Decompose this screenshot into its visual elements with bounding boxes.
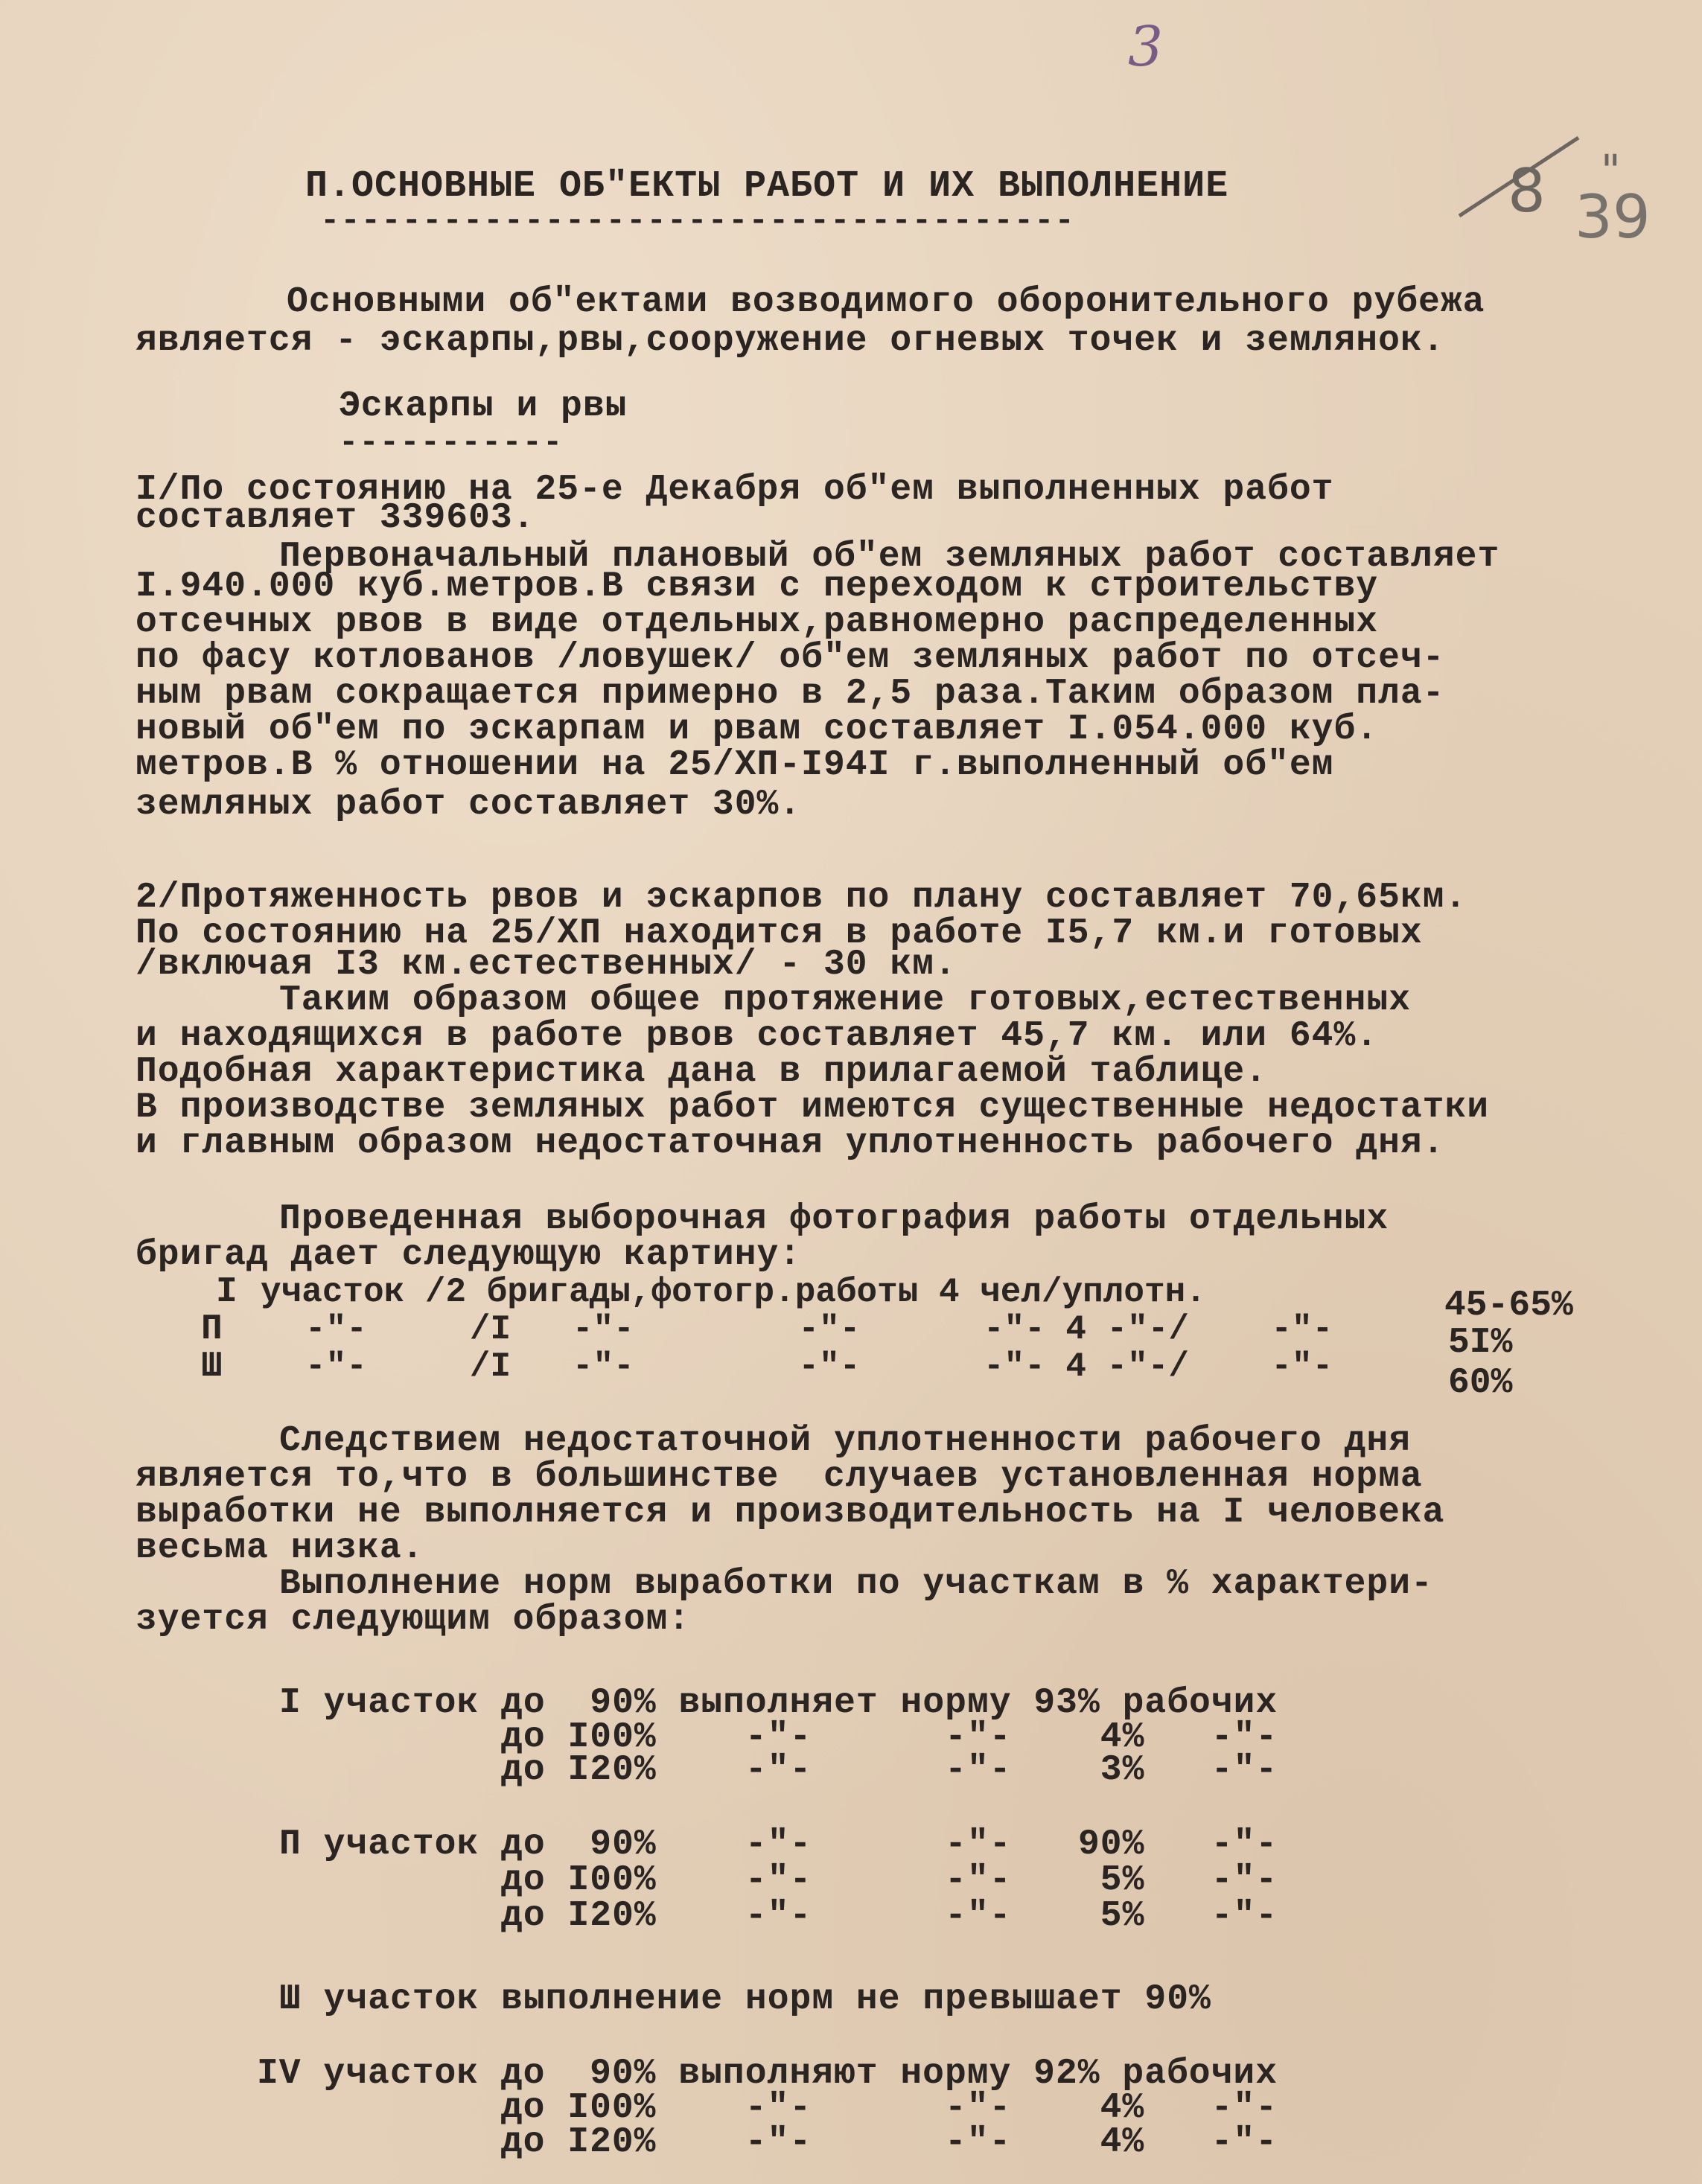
photo-row-3-text: -"- /I -"- -"- -"- 4 -"-/ -"- (305, 1347, 1333, 1386)
para2-line-8: земляных работ составляет 30%. (136, 785, 802, 825)
section-underline: ----------- (339, 424, 564, 462)
photo-row-2-sector: П (201, 1309, 223, 1350)
archive-mark-top: 3 (1128, 15, 1164, 79)
norms-sector4-line-3: до I20% -"- -"- 4% -"- (257, 2122, 1278, 2162)
norms-sector4-line-2: до I00% -"- -"- 4% -"- (257, 2088, 1278, 2128)
photo-row-1-value: 45-65% (1444, 1286, 1573, 1326)
para6-line-3: выработки не выполняется и производительность на I человека (136, 1492, 1445, 1533)
title-underline: ------------------------------------- (320, 202, 1075, 240)
norms-sector1-line-2: до I00% -"- -"- 4% -"- (279, 1717, 1278, 1757)
intro-line-2: является - эскарпы,рвы,сооружение огневых точек и землянок. (136, 321, 1445, 361)
para2-line-7: метров.В % отношении на 25/ХП-I94I г.выполненный об"ем (136, 745, 1334, 785)
section-title: Эскарпы и рвы (339, 386, 628, 427)
para3-line-1: 2/Протяженность рвов и эскарпов по плану составляет 70,65км. (136, 878, 1467, 918)
norms-sector1-line-3: до I20% -"- -"- 3% -"- (279, 1750, 1278, 1790)
page-number-new: 39 (1575, 182, 1651, 252)
para7-line-1: Выполнение норм выработки по участкам в % характери- (279, 1564, 1433, 1604)
norms-sector1-line-1: I участок до 90% выполняет норму 93% рабочих (279, 1683, 1278, 1723)
para2-line-5: ным рвам сокращается примерно в 2,5 раза.Таким образом пла- (136, 674, 1445, 714)
photo-row-3-sector: Ш (201, 1347, 223, 1387)
photo-row-2-text: -"- /I -"- -"- -"- 4 -"-/ -"- (305, 1310, 1333, 1349)
photo-row-2-value: 5I% (1448, 1323, 1513, 1363)
para4-line-4: В производстве земляных работ имеются существенные недостатки (136, 1088, 1490, 1128)
para4-line-3: Подобная характеристика дана в прилагаемой таблице. (136, 1052, 1268, 1092)
norms-sector2-line-3: до I20% -"- -"- 5% -"- (279, 1896, 1278, 1936)
para5-line-1: Проведенная выборочная фотография работы отдельных (279, 1199, 1389, 1239)
para6-line-4: весьма низка. (136, 1528, 424, 1568)
photo-row-1-text: участок /2 бригады,фотогр.работы 4 чел/уплотн. (261, 1273, 1206, 1312)
strike-line (1452, 127, 1586, 231)
page-title: П.ОСНОВНЫЕ ОБ"ЕКТЫ РАБОТ И ИХ ВЫПОЛНЕНИЕ (305, 165, 1229, 208)
intro-line-1: Основными об"ектами возводимого оборонительного рубежа (287, 282, 1485, 322)
photo-row-3-value: 60% (1448, 1363, 1513, 1403)
para2-line-4: по фасу котлованов /ловушек/ об"ем земляных работ по отсеч- (136, 638, 1445, 678)
para4-line-2: и находящихся в работе рвов составляет 45,7 км. или 64%. (136, 1016, 1379, 1056)
para6-line-1: Следствием недостаточной уплотненности рабочего дня (279, 1421, 1412, 1461)
para4-line-5: и главным образом недостаточная уплотненность рабочего дня. (136, 1123, 1445, 1163)
norms-sector4-line-1: IV участок до 90% выполняют норму 92% рабочих (257, 2054, 1278, 2094)
para2-line-3: отсечных рвов в виде отдельных,равномерно распределенных (136, 602, 1379, 642)
para2-line-1: Первоначальный плановый об"ем земляных работ составляет (279, 537, 1500, 577)
para2-line-6: новый об"ем по эскарпам и рвам составляет I.054.000 куб. (136, 709, 1379, 750)
norms-sector2-line-2: до I00% -"- -"- 5% -"- (279, 1860, 1278, 1900)
norms-sector3-line: Ш участок выполнение норм не превышает 90% (279, 1979, 1211, 2019)
page-number-struck: 8 (1508, 156, 1546, 226)
para5-line-2: бригад дает следующую картину: (136, 1235, 802, 1275)
para7-line-2: зуется следующим образом: (136, 1600, 691, 1640)
para3-line-3: /включая I3 км.естественных/ - 30 км. (136, 945, 957, 985)
norms-sector2-line-1: П участок до 90% -"- -"- 90% -"- (279, 1824, 1278, 1865)
para1-line-1: I/По состоянию на 25-е Декабря об"ем выполненных работ (136, 470, 1334, 510)
quote-mark: " (1601, 145, 1621, 196)
para4-line-1: Таким образом общее протяжение готовых,естественных (279, 980, 1412, 1021)
para1-line-2: составляет 339603. (136, 498, 535, 538)
para2-line-2: I.940.000 куб.метров.В связи с переходом к строительству (136, 566, 1379, 607)
para3-line-2: По состоянию на 25/ХП находится в работе I5,7 км.и готовых (136, 913, 1423, 954)
photo-row-1-sector: I (216, 1272, 238, 1312)
para6-line-2: является то,что в большинстве случаев установленная норма (136, 1457, 1423, 1497)
